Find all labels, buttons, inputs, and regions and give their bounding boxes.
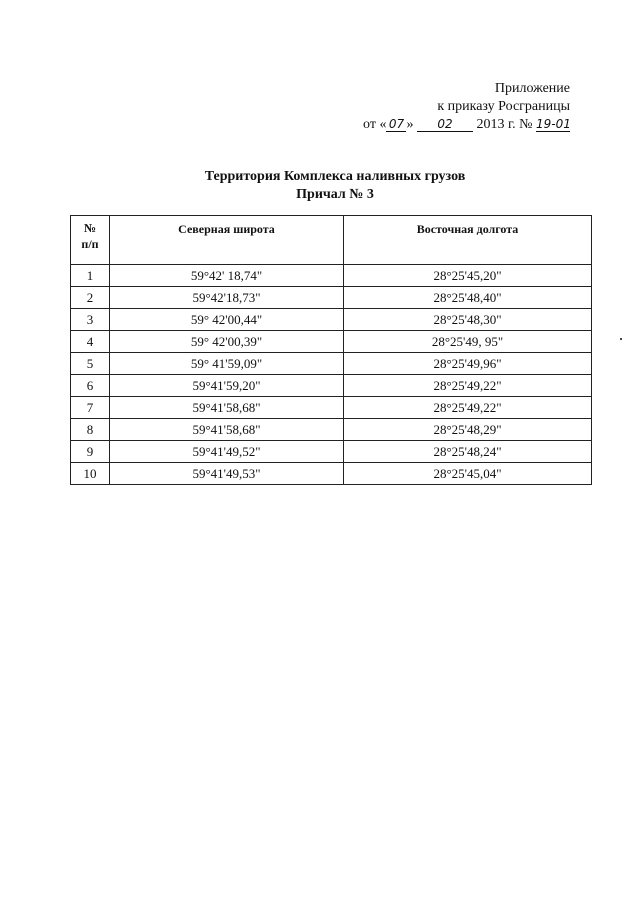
row-latitude: 59° 42'00,44" bbox=[110, 309, 344, 331]
row-number: 6 bbox=[71, 375, 110, 397]
header-number-bottom: п/п bbox=[81, 237, 99, 251]
row-longitude: 28°25'48,40" bbox=[344, 287, 592, 309]
row-longitude: 28°25'48,30" bbox=[344, 309, 592, 331]
table-row bbox=[71, 265, 592, 287]
header-longitude: Восточная долгота bbox=[344, 216, 592, 265]
order-mid: » bbox=[406, 117, 414, 132]
document-title bbox=[0, 168, 640, 204]
header-number-top: № bbox=[83, 221, 97, 235]
order-day: 07 bbox=[386, 117, 406, 132]
title-berth: Причал № 3 bbox=[296, 187, 374, 202]
row-number: 2 bbox=[71, 287, 110, 309]
table-row bbox=[71, 353, 592, 375]
header-number bbox=[71, 216, 110, 265]
table-row bbox=[71, 309, 592, 331]
header-latitude: Северная широта bbox=[110, 216, 344, 265]
row-latitude: 59°41'58,68" bbox=[110, 397, 344, 419]
row-number: 5 bbox=[71, 353, 110, 375]
row-latitude: 59°41'58,68" bbox=[110, 419, 344, 441]
row-latitude: 59°41'49,52" bbox=[110, 441, 344, 463]
table-row bbox=[71, 419, 592, 441]
row-latitude: 59° 42'00,39" bbox=[110, 331, 344, 353]
table-header-row bbox=[71, 216, 592, 265]
table-row bbox=[71, 463, 592, 485]
table-row bbox=[71, 375, 592, 397]
table-row bbox=[71, 441, 592, 463]
row-longitude: 28°25'45,20" bbox=[344, 265, 592, 287]
table-row bbox=[71, 397, 592, 419]
row-number: 3 bbox=[71, 309, 110, 331]
appendix-header bbox=[363, 80, 570, 134]
order-number: 19-01 bbox=[536, 117, 571, 131]
row-latitude: 59°41'59,20" bbox=[110, 375, 344, 397]
table-row bbox=[71, 331, 592, 353]
row-longitude: 28°25'48,24" bbox=[344, 441, 592, 463]
order-year: 2013 г. № bbox=[476, 117, 533, 132]
row-longitude: 28°25'49,22" bbox=[344, 397, 592, 419]
appendix-label: Приложение bbox=[494, 81, 570, 96]
row-number: 10 bbox=[71, 463, 110, 485]
row-latitude: 59°41'49,53" bbox=[110, 463, 344, 485]
row-number: 4 bbox=[71, 331, 110, 353]
row-number: 1 bbox=[71, 265, 110, 287]
table-row bbox=[71, 287, 592, 309]
row-latitude: 59°42'18,73" bbox=[110, 287, 344, 309]
row-number: 8 bbox=[71, 419, 110, 441]
scan-speck bbox=[620, 338, 622, 340]
row-longitude: 28°25'48,29" bbox=[344, 419, 592, 441]
row-longitude: 28°25'49,22" bbox=[344, 375, 592, 397]
row-latitude: 59°42' 18,74" bbox=[110, 265, 344, 287]
row-longitude: 28°25'49, 95" bbox=[344, 331, 592, 353]
row-longitude: 28°25'45,04" bbox=[344, 463, 592, 485]
order-reference: к приказу Росграницы bbox=[437, 99, 570, 114]
row-latitude: 59° 41'59,09" bbox=[110, 353, 344, 375]
title-territory: Территория Комплекса наливных грузов bbox=[204, 169, 466, 184]
row-longitude: 28°25'49,96" bbox=[344, 353, 592, 375]
order-date-line bbox=[363, 116, 570, 134]
order-month: 02 bbox=[417, 117, 473, 132]
coordinates-table bbox=[70, 215, 592, 485]
order-prefix: от « bbox=[363, 117, 387, 132]
row-number: 7 bbox=[71, 397, 110, 419]
row-number: 9 bbox=[71, 441, 110, 463]
